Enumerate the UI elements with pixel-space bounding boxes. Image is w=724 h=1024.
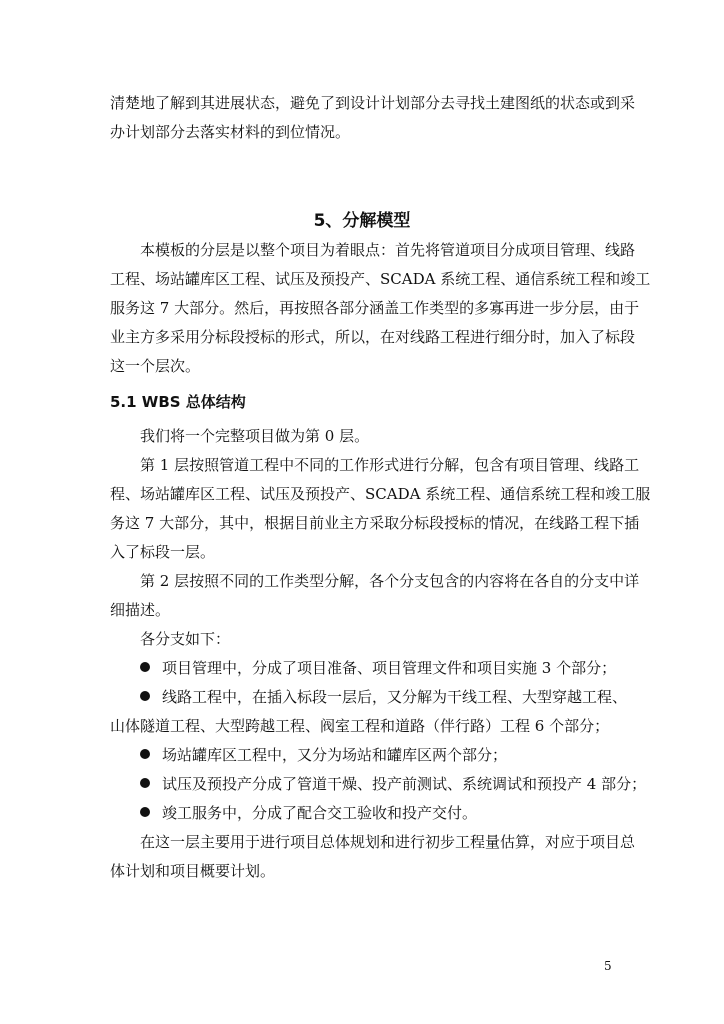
paragraph-line: 办计划部分去落实材料的到位情况。	[110, 123, 351, 141]
bullet-dot-icon	[140, 691, 150, 701]
paragraph-line: 务这 7 大部分，其中，根据目前业主方采取分标段授标的情况，在线路工程下插	[110, 514, 640, 532]
paragraph-line: 工程、场站罐库区工程、试压及预投产、SCADA 系统工程、通信系统工程和竣工	[110, 270, 651, 288]
paragraph-line: 清楚地了解到其进展状态，避免了到设计计划部分去寻找土建图纸的状态或到采	[110, 94, 636, 112]
paragraph-line: 本模板的分层是以整个项目为着眼点：首先将管道项目分成项目管理、线路	[140, 241, 636, 259]
bullet-text: 竣工服务中，分成了配合交工验收和投产交付。	[162, 804, 478, 822]
bullet-text: 项目管理中，分成了项目准备、项目管理文件和项目实施 3 个部分；	[162, 659, 617, 677]
bullet-dot-icon	[140, 749, 150, 759]
paragraph-line: 各分支如下：	[140, 630, 231, 648]
bullet-item	[140, 658, 615, 678]
bullet-item	[140, 803, 615, 823]
paragraph-line: 山体隧道工程、大型跨越工程、阀室工程和道路（伴行路）工程 6 个部分；	[110, 717, 610, 735]
paragraph-line: 程、场站罐库区工程、试压及预投产、SCADA 系统工程、通信系统工程和竣工服	[110, 485, 651, 503]
page-number: 5	[604, 959, 612, 973]
bullet-text: 试压及预投产分成了管道干燥、投产前测试、系统调试和预投产 4 部分；	[162, 775, 647, 793]
paragraph-line: 入了标段一层。	[110, 543, 216, 561]
paragraph-line: 第 1 层按照管道工程中不同的工作形式进行分解，包含有项目管理、线路工	[140, 456, 640, 474]
subsection-heading: 5.1 WBS 总体结构	[110, 393, 246, 411]
section-heading: 5、分解模型	[313, 211, 411, 231]
paragraph-line: 体计划和项目概要计划。	[110, 862, 276, 880]
bullet-dot-icon	[140, 778, 150, 788]
bullet-text: 线路工程中，在插入标段一层后，又分解为干线工程、大型穿越工程、	[162, 688, 628, 706]
bullet-dot-icon	[140, 662, 150, 672]
paragraph-line: 第 2 层按照不同的工作类型分解，各个分支包含的内容将在各自的分支中详	[140, 572, 640, 590]
paragraph-line: 这一个层次。	[110, 357, 201, 375]
paragraph-line: 业主方多采用分标段授标的形式，所以，在对线路工程进行细分时，加入了标段	[110, 328, 636, 346]
bullet-item	[140, 774, 647, 794]
paragraph-line: 我们将一个完整项目做为第 0 层。	[140, 427, 370, 445]
bullet-item	[140, 745, 615, 765]
bullet-text: 场站罐库区工程中，又分为场站和罐库区两个部分；	[162, 746, 508, 764]
paragraph-line: 服务这 7 大部分。然后，再按照各部分涵盖工作类型的多寡再进一步分层，由于	[110, 299, 640, 317]
paragraph-line: 细描述。	[110, 601, 171, 619]
bullet-dot-icon	[140, 807, 150, 817]
paragraph-line: 在这一层主要用于进行项目总体规划和进行初步工程量估算，对应于项目总	[140, 833, 636, 851]
bullet-item	[140, 687, 628, 707]
